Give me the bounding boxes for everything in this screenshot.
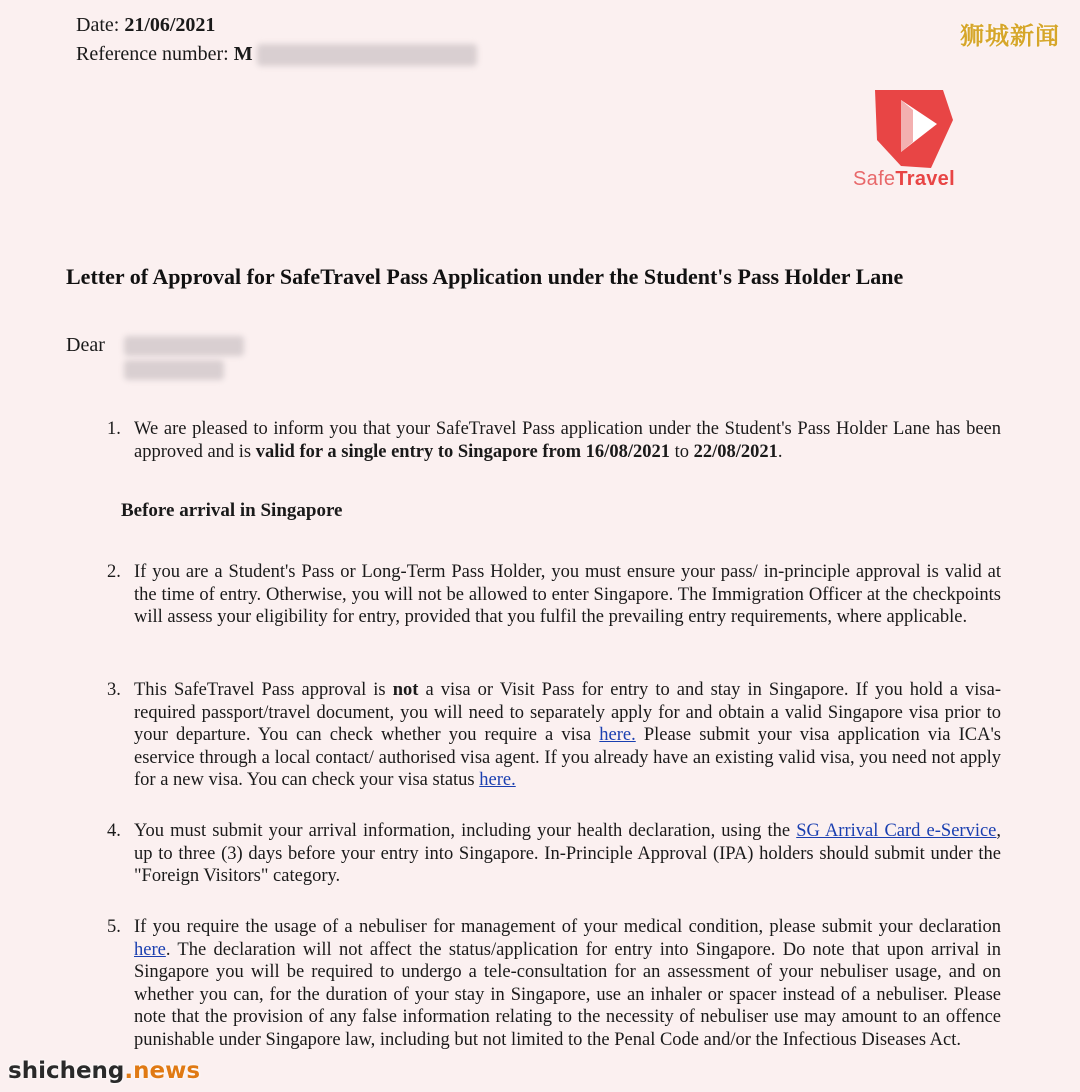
p1-text: We are pleased to inform you that your SafeTravel Pass application under the Student's Pass Holder Lane has been approved and is <box>134 419 1001 462</box>
reference-line <box>76 43 477 66</box>
section-heading: Before arrival in Singapore <box>121 500 343 521</box>
paragraph-number: 4. <box>107 821 121 841</box>
recipient-id-redacted <box>124 360 224 380</box>
visa-status-link[interactable]: here. <box>479 770 516 791</box>
p5-text-2: . The declaration will not affect the status/application for entry into Singapore. Do note that upon arrival in Singapore you will be required to undergo a tele-consultation for an assessment of your nebuliser usage, and on whether you can, for the duration of your stay in Singapore, use an inhaler or spacer instead of a nebuliser. Please note that the provision of any false information relating to the necessity of nebuliser use may amount to an offence punishable under Singapore law, including but not limited to the Penal Code and/or the Infectious Diseases Act. <box>134 939 1001 1050</box>
p3-bold-not: not <box>392 680 419 700</box>
visa-requirement-link[interactable]: here. <box>599 725 636 746</box>
p3-text-3: Please submit your visa application via ICA's eservice through a local contact/ authorised visa agent. If you already have an existing valid visa, you need not apply for a new visa. You can check your visa status <box>134 725 1001 791</box>
date-value: 21/06/2021 <box>124 14 216 36</box>
paragraph-1 <box>107 418 1001 463</box>
reference-redacted <box>257 44 477 66</box>
watermark-bottom <box>8 1058 200 1084</box>
p4-text: You must submit your arrival information, including your health declaration, using the <box>134 821 797 841</box>
reference-label: Reference number: <box>76 43 229 65</box>
reference-visible: M <box>233 43 253 65</box>
date-label: Date: <box>76 14 120 36</box>
p4-text-2: , up to three (3) days before your entry into Singapore. In-Principle Approval (IPA) holders should submit under the "Foreign Visitors" category. <box>134 821 1002 887</box>
paragraph-number: 5. <box>107 917 121 937</box>
p5-text: If you require the usage of a nebuliser for management of your medical condition, please submit your declaration <box>134 917 1001 937</box>
sg-arrival-card-link[interactable]: SG Arrival Card e-Service <box>796 821 997 841</box>
paragraph-number: 1. <box>107 419 121 439</box>
p1-bold-end-date: 22/08/2021 <box>693 441 778 462</box>
recipient-name-redacted <box>124 336 244 356</box>
watermark-bottom-accent: .news <box>124 1058 201 1084</box>
paragraph-3 <box>107 679 1001 792</box>
paragraph-5 <box>107 916 1001 1052</box>
nebuliser-declaration-link[interactable]: here <box>134 939 166 960</box>
paragraph-number: 3. <box>107 680 121 700</box>
paragraph-2 <box>107 561 1001 629</box>
greeting: Dear <box>66 334 105 356</box>
watermark-bottom-main: shicheng <box>8 1058 125 1084</box>
paragraph-number: 2. <box>107 562 121 582</box>
p1-bold-validity: valid for a single entry to Singapore from 16/08/2021 <box>255 441 670 462</box>
p3-text: This SafeTravel Pass approval is <box>134 680 393 700</box>
logo-text-safe: Safe <box>853 168 896 190</box>
p1-text-to: to <box>669 441 694 462</box>
letter-title: Letter of Approval for SafeTravel Pass Application under the Student's Pass Holder Lane <box>66 264 904 289</box>
watermark-top: 狮城新闻 <box>960 22 1060 50</box>
p2-text: If you are a Student's Pass or Long-Term Pass Holder, you must ensure your pass/ in-principle approval is valid at the time of entry. Otherwise, you will not be allowed to enter Singapore. The Immigration Officer at the checkpoints will assess your eligibility for entry, provided that you fulfil the prevailing entry requirements, where applicable. <box>134 562 1001 628</box>
p3-text-2: a visa or Visit Pass for entry to and stay in Singapore. If you hold a visa-required passport/travel document, you will need to separately apply for and obtain a valid Singapore visa prior to your departure. You can check whether you require a visa <box>134 680 1002 746</box>
logo-text-travel: Travel <box>895 168 955 190</box>
paragraph-4 <box>107 820 1001 888</box>
safetravel-logo-text <box>853 168 955 191</box>
date-line <box>76 14 215 37</box>
p1-period: . <box>777 441 783 462</box>
